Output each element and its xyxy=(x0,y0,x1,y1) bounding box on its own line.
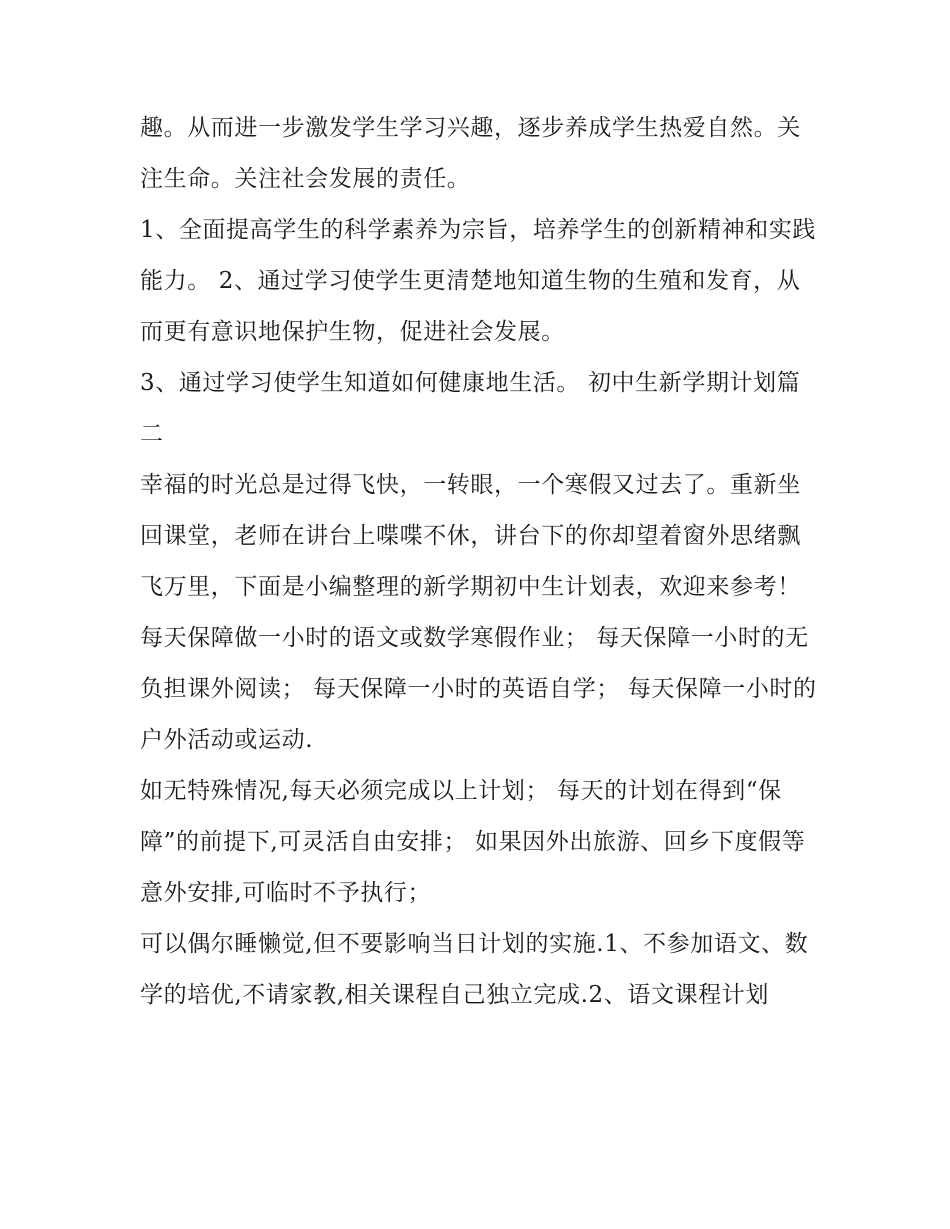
paragraph-5: 每天保障做一小时的语文或数学寒假作业； 每天保障一小时的无负担课外阅读； 每天保障一小时的英语自学； 每天保障一小时的户外活动或运动. xyxy=(140,625,817,753)
paragraph-1: 趣。从而进一步激发学生学习兴趣，逐步养成学生热爱自然。关注生命。关注社会发展的责任。 xyxy=(140,115,801,192)
paragraph-7: 可以偶尔睡懒觉,但不要影响当日计划的实施.1、不参加语文、数学的培优,不请家教,相关课程自己独立完成.2、语文课程计划 xyxy=(140,931,809,1008)
document-body xyxy=(140,103,820,1021)
paragraph-2: 1、全面提高学生的科学素养为宗旨，培养学生的创新精神和实践能力。 2、通过学习使学生更清楚地知道生物的生殖和发育，从而更有意识地保护生物，促进社会发展。 xyxy=(140,217,817,345)
paragraph-3: 3、通过学习使学生知道如何健康地生活。 初中生新学期计划篇二 xyxy=(140,370,801,447)
paragraph-4: 幸福的时光总是过得飞快，一转眼，一个寒假又过去了。重新坐回课堂，老师在讲台上喋喋不休，讲台下的你却望着窗外思绪飘飞万里，下面是小编整理的新学期初中生计划表，欢迎来参考！ xyxy=(140,472,801,600)
paragraph-6: 如无特殊情况,每天必须完成以上计划； 每天的计划在得到“保障”的前提下,可灵活自由安排； 如果因外出旅游、回乡下度假等意外安排,可临时不予执行； xyxy=(140,778,806,906)
